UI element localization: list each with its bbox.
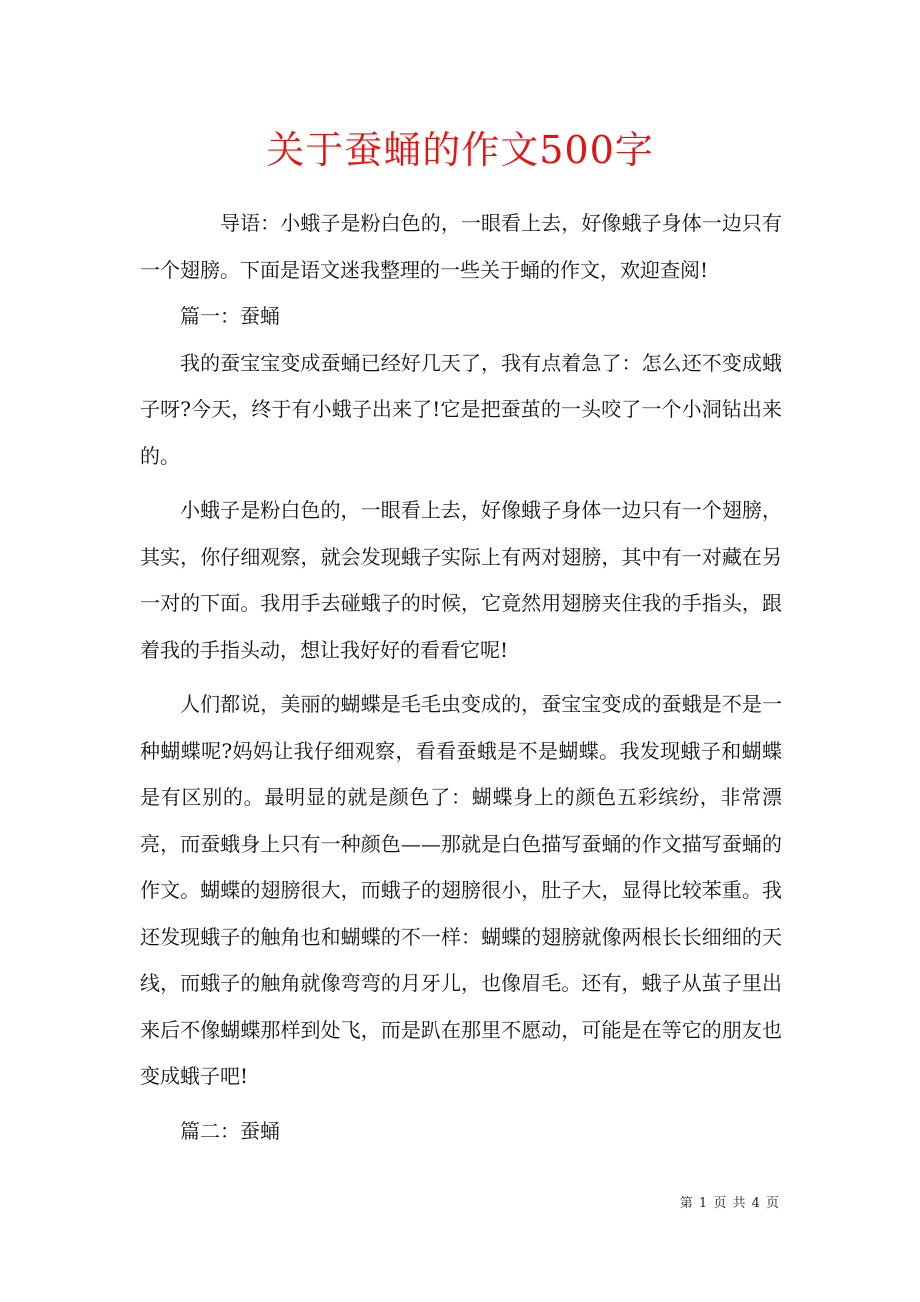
document-title: 关于蚕蛹的作文500字 bbox=[266, 128, 654, 172]
body-paragraph-2: 小蛾子是粉白色的，一眼看上去，好像蛾子身体一边只有一个翅膀，其实，你仔细观察，就会发现蛾子实际上有两对翅膀，其中有一对藏在另一对的下面。我用手去碰蛾子的时候，它竟然用翅膀夹住我的手指头，跟着我的手指头动，想让我好好的看看它呢! bbox=[140, 498, 782, 662]
intro-paragraph: 导语：小蛾子是粉白色的，一眼看上去，好像蛾子身体一边只有一个翅膀。下面是语文迷我整理的一些关于蛹的作文，欢迎查阅! bbox=[140, 211, 782, 282]
body-paragraph-1: 我的蚕宝宝变成蚕蛹已经好几天了，我有点着急了：怎么还不变成蛾子呀?今天，终于有小蛾子出来了!它是把蚕茧的一头咬了一个小洞钻出来的。 bbox=[140, 350, 782, 468]
section-heading-2: 篇二：蚕蛹 bbox=[180, 1118, 280, 1143]
section-heading-1: 篇一：蚕蛹 bbox=[180, 304, 280, 328]
body-paragraph-3: 人们都说，美丽的蝴蝶是毛毛虫变成的，蚕宝宝变成的蚕蛾是不是一种蝴蝶呢?妈妈让我仔细观察，看看蚕蛾是不是蝴蝶。我发现蛾子和蝴蝶是有区别的。最明显的就是颜色了：蝴蝶身上的颜色五彩缤纷，非常漂亮，而蚕蛾身上只有一种颜色——那就是白色描写蚕蛹的作文描写蚕蛹的作文。蝴蝶的翅膀很大，而蛾子的翅膀很小，肚子大，显得比较苯重。我还发现蛾子的触角也和蝴蝶的不一样：蝴蝶的翅膀就像两根长长细细的天线，而蛾子的触角就像弯弯的月牙儿，也像眉毛。还有，蛾子从茧子里出来后不像蝴蝶那样到处飞，而是趴在那里不愿动，可能是在等它的朋友也变成蛾子吧! bbox=[140, 692, 782, 1088]
page-number: 第 1 页 共 4 页 bbox=[679, 1196, 780, 1211]
document-body bbox=[140, 200, 782, 1154]
